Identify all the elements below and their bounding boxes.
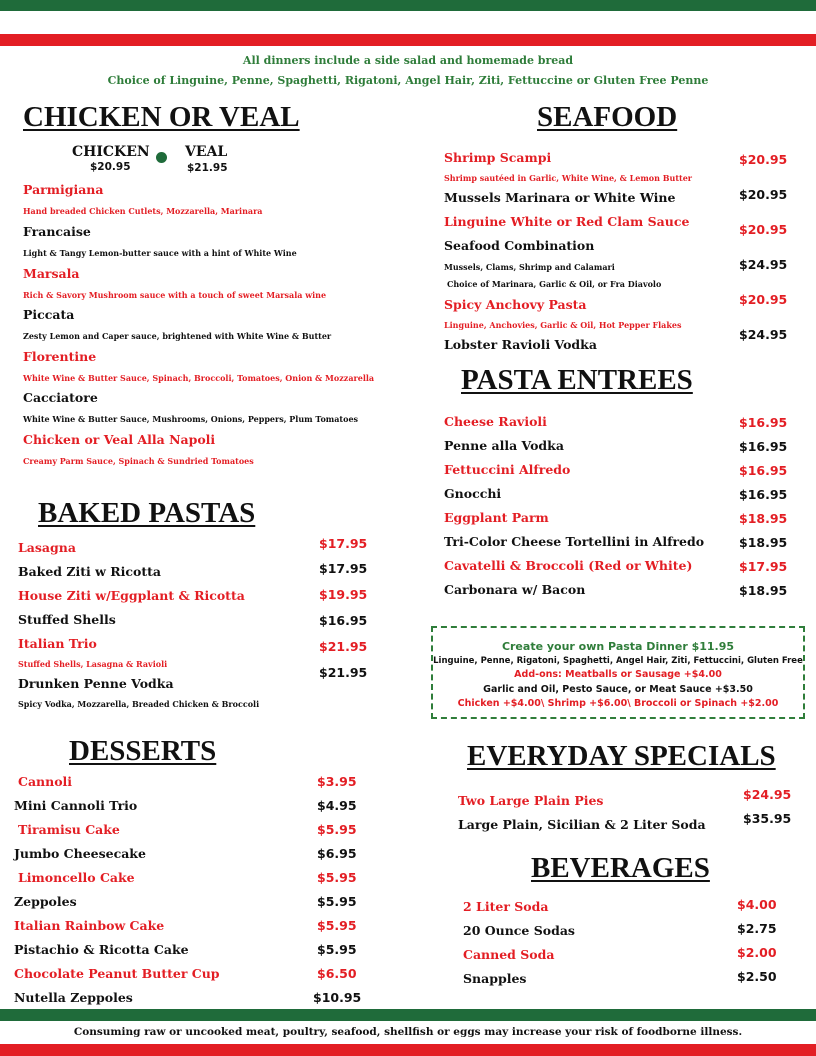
seafood-item-name: Shrimp Scampi xyxy=(444,150,552,165)
create-pasta-title: Create your own Pasta Dinner $11.95 xyxy=(501,640,735,653)
special-item-price: $24.95 xyxy=(743,787,792,802)
seafood-item-name: Lobster Ravioli Vodka xyxy=(444,337,597,352)
pasta-choice-note: Choice of Linguine, Penne, Spaghetti, Rigatoni, Angel Hair, Ziti, Fettuccine or Gluten Free Penne xyxy=(107,74,709,87)
pasta-item-price: $16.95 xyxy=(739,439,788,454)
chicken-price: $20.95 xyxy=(90,161,131,173)
top-red-band xyxy=(0,34,816,46)
seafood-item-name: Seafood Combination xyxy=(444,238,595,253)
dessert-item-name: Chocolate Peanut Butter Cup xyxy=(14,966,220,981)
dessert-item-name: Pistachio & Ricotta Cake xyxy=(14,942,189,957)
baked-item-name: House Ziti w/Eggplant & Ricotta xyxy=(18,588,245,603)
special-item-name: Large Plain, Sicilian & 2 Liter Soda xyxy=(458,817,706,832)
foodborne-illness-warning: Consuming raw or uncooked meat, poultry, seafood, shellfish or eggs may increase your risk of foodborne illness. xyxy=(73,1026,743,1038)
dessert-item-price: $6.50 xyxy=(317,966,357,981)
pasta-item-price: $16.95 xyxy=(739,463,788,478)
veal-label: VEAL xyxy=(185,144,228,160)
seafood-item-price: $24.95 xyxy=(739,327,788,342)
seafood-item-desc: Mussels, Clams, Shrimp and Calamari xyxy=(444,262,615,272)
chicken-item-desc: White Wine & Butter Sauce, Mushrooms, Onions, Peppers, Plum Tomatoes xyxy=(23,414,359,424)
seafood-item-price: $20.95 xyxy=(739,187,788,202)
seafood-item-price: $20.95 xyxy=(739,152,788,167)
baked-item-name: Stuffed Shells xyxy=(18,612,116,627)
dessert-item-name: Jumbo Cheesecake xyxy=(14,846,146,861)
dessert-item-price: $5.95 xyxy=(317,918,357,933)
baked-item-desc: Spicy Vodka, Mozzarella, Breaded Chicken & Broccoli xyxy=(18,699,260,709)
baked-item-desc: Stuffed Shells, Lasagna & Ravioli xyxy=(18,659,168,669)
desserts-heading: DESSERTS xyxy=(69,735,217,767)
chicken-item-name: Parmigiana xyxy=(23,182,104,197)
chicken-item-desc: Creamy Parm Sauce, Spinach & Sundried Tomatoes xyxy=(23,456,254,466)
pasta-item-name: Cheese Ravioli xyxy=(444,414,547,429)
beverage-item-name: 2 Liter Soda xyxy=(463,899,549,914)
baked-item-name: Lasagna xyxy=(18,540,76,555)
bottom-red-band xyxy=(0,1044,816,1056)
veal-price: $21.95 xyxy=(187,162,228,174)
seafood-item-desc: Choice of Marinara, Garlic & Oil, or Fra Diavolo xyxy=(447,279,662,289)
dessert-item-price: $5.95 xyxy=(317,894,357,909)
seafood-item-price: $24.95 xyxy=(739,257,788,272)
seafood-item-price: $20.95 xyxy=(739,292,788,307)
dessert-item-name: Italian Rainbow Cake xyxy=(14,918,165,933)
dinner-note: All dinners include a side salad and homemade bread xyxy=(242,54,574,67)
chicken-item-desc: Hand breaded Chicken Cutlets, Mozzarella, Marinara xyxy=(23,206,263,216)
baked-item-price: $17.95 xyxy=(319,561,368,576)
baked-item-name: Drunken Penne Vodka xyxy=(18,676,174,691)
pasta-item-name: Tri-Color Cheese Tortellini in Alfredo xyxy=(444,534,705,549)
chicken-item-desc: White Wine & Butter Sauce, Spinach, Broccoli, Tomatoes, Onion & Mozzarella xyxy=(23,373,375,383)
chicken-item-name: Chicken or Veal Alla Napoli xyxy=(23,432,216,447)
dessert-item-price: $6.95 xyxy=(317,846,357,861)
pasta-item-name: Eggplant Parm xyxy=(444,510,549,525)
beverage-item-name: Canned Soda xyxy=(463,947,555,962)
beverage-item-price: $2.00 xyxy=(737,945,777,960)
baked-item-name: Italian Trio xyxy=(18,636,97,651)
dessert-item-name: Mini Cannoli Trio xyxy=(14,798,138,813)
create-pasta-line: Linguine, Penne, Rigatoni, Spaghetti, Angel Hair, Ziti, Fettuccini, Gluten Free xyxy=(433,656,803,666)
dessert-item-name: Limoncello Cake xyxy=(18,870,135,885)
chicken-item-name: Francaise xyxy=(23,224,91,239)
chicken-item-name: Cacciatore xyxy=(23,390,98,405)
baked-item-name: Baked Ziti w Ricotta xyxy=(18,564,161,579)
pasta-item-name: Fettuccini Alfredo xyxy=(444,462,571,477)
beverage-item-price: $2.50 xyxy=(737,969,777,984)
seafood-item-name: Linguine White or Red Clam Sauce xyxy=(444,214,690,229)
dessert-item-price: $5.95 xyxy=(317,870,357,885)
beverage-item-price: $4.00 xyxy=(737,897,777,912)
dessert-item-price: $5.95 xyxy=(317,822,357,837)
pasta-item-name: Penne alla Vodka xyxy=(444,438,564,453)
bullet-dot xyxy=(156,152,167,163)
pasta-item-price: $18.95 xyxy=(739,511,788,526)
chicken-label: CHICKEN xyxy=(72,144,150,160)
pasta-item-name: Gnocchi xyxy=(444,486,502,501)
chicken-veal-heading: CHICKEN OR VEAL xyxy=(23,101,300,133)
beverage-item-name: Snapples xyxy=(463,971,527,986)
dessert-item-price: $3.95 xyxy=(317,774,357,789)
dessert-item-name: Tiramisu Cake xyxy=(18,822,120,837)
chicken-item-name: Piccata xyxy=(23,307,75,322)
dessert-item-price: $10.95 xyxy=(313,990,362,1005)
pasta-item-price: $16.95 xyxy=(739,487,788,502)
pasta-item-price: $18.95 xyxy=(739,535,788,550)
seafood-item-name: Mussels Marinara or White Wine xyxy=(444,190,676,205)
create-pasta-line: Garlic and Oil, Pesto Sauce, or Meat Sauce +$3.50 xyxy=(483,684,753,695)
beverages-heading: BEVERAGES xyxy=(531,852,710,884)
chicken-item-desc: Rich & Savory Mushroom sauce with a touch of sweet Marsala wine xyxy=(23,290,327,300)
create-pasta-line: Chicken +$4.00\ Shrimp +$6.00\ Broccoli or Spinach +$2.00 xyxy=(457,698,779,709)
create-pasta-line: Add-ons: Meatballs or Sausage +$4.00 xyxy=(514,669,722,680)
dessert-item-price: $5.95 xyxy=(317,942,357,957)
everyday-specials-heading: EVERYDAY SPECIALS xyxy=(467,740,776,772)
dessert-item-price: $4.95 xyxy=(317,798,357,813)
baked-pastas-heading: BAKED PASTAS xyxy=(38,497,256,529)
special-item-price: $35.95 xyxy=(743,811,792,826)
pasta-item-name: Carbonara w/ Bacon xyxy=(444,582,586,597)
baked-item-price: $21.95 xyxy=(319,665,368,680)
seafood-item-desc: Linguine, Anchovies, Garlic & Oil, Hot Pepper Flakes xyxy=(444,320,682,330)
chicken-item-desc: Zesty Lemon and Caper sauce, brightened with White Wine & Butter xyxy=(23,331,332,341)
bottom-green-band xyxy=(0,1009,816,1021)
dessert-item-name: Zeppoles xyxy=(14,894,77,909)
baked-item-price: $21.95 xyxy=(319,639,368,654)
chicken-item-desc: Light & Tangy Lemon-butter sauce with a hint of White Wine xyxy=(23,248,297,258)
pasta-item-price: $18.95 xyxy=(739,583,788,598)
pasta-item-name: Cavatelli & Broccoli (Red or White) xyxy=(444,558,693,573)
baked-item-price: $16.95 xyxy=(319,613,368,628)
special-item-name: Two Large Plain Pies xyxy=(458,793,604,808)
pasta-item-price: $17.95 xyxy=(739,559,788,574)
dessert-item-name: Cannoli xyxy=(18,774,73,789)
seafood-heading: SEAFOOD xyxy=(537,101,678,133)
seafood-item-name: Spicy Anchovy Pasta xyxy=(444,297,587,312)
chicken-item-name: Marsala xyxy=(23,266,80,281)
baked-item-price: $17.95 xyxy=(319,536,368,551)
seafood-item-price: $20.95 xyxy=(739,222,788,237)
dessert-item-name: Nutella Zeppoles xyxy=(14,990,133,1005)
seafood-item-desc: Shrimp sautéed in Garlic, White Wine, & Lemon Butter xyxy=(444,173,693,183)
top-green-band xyxy=(0,0,816,11)
beverage-item-name: 20 Ounce Sodas xyxy=(463,923,575,938)
beverage-item-price: $2.75 xyxy=(737,921,777,936)
pasta-entrees-heading: PASTA ENTREES xyxy=(461,364,693,396)
chicken-item-name: Florentine xyxy=(23,349,97,364)
pasta-item-price: $16.95 xyxy=(739,415,788,430)
baked-item-price: $19.95 xyxy=(319,587,368,602)
